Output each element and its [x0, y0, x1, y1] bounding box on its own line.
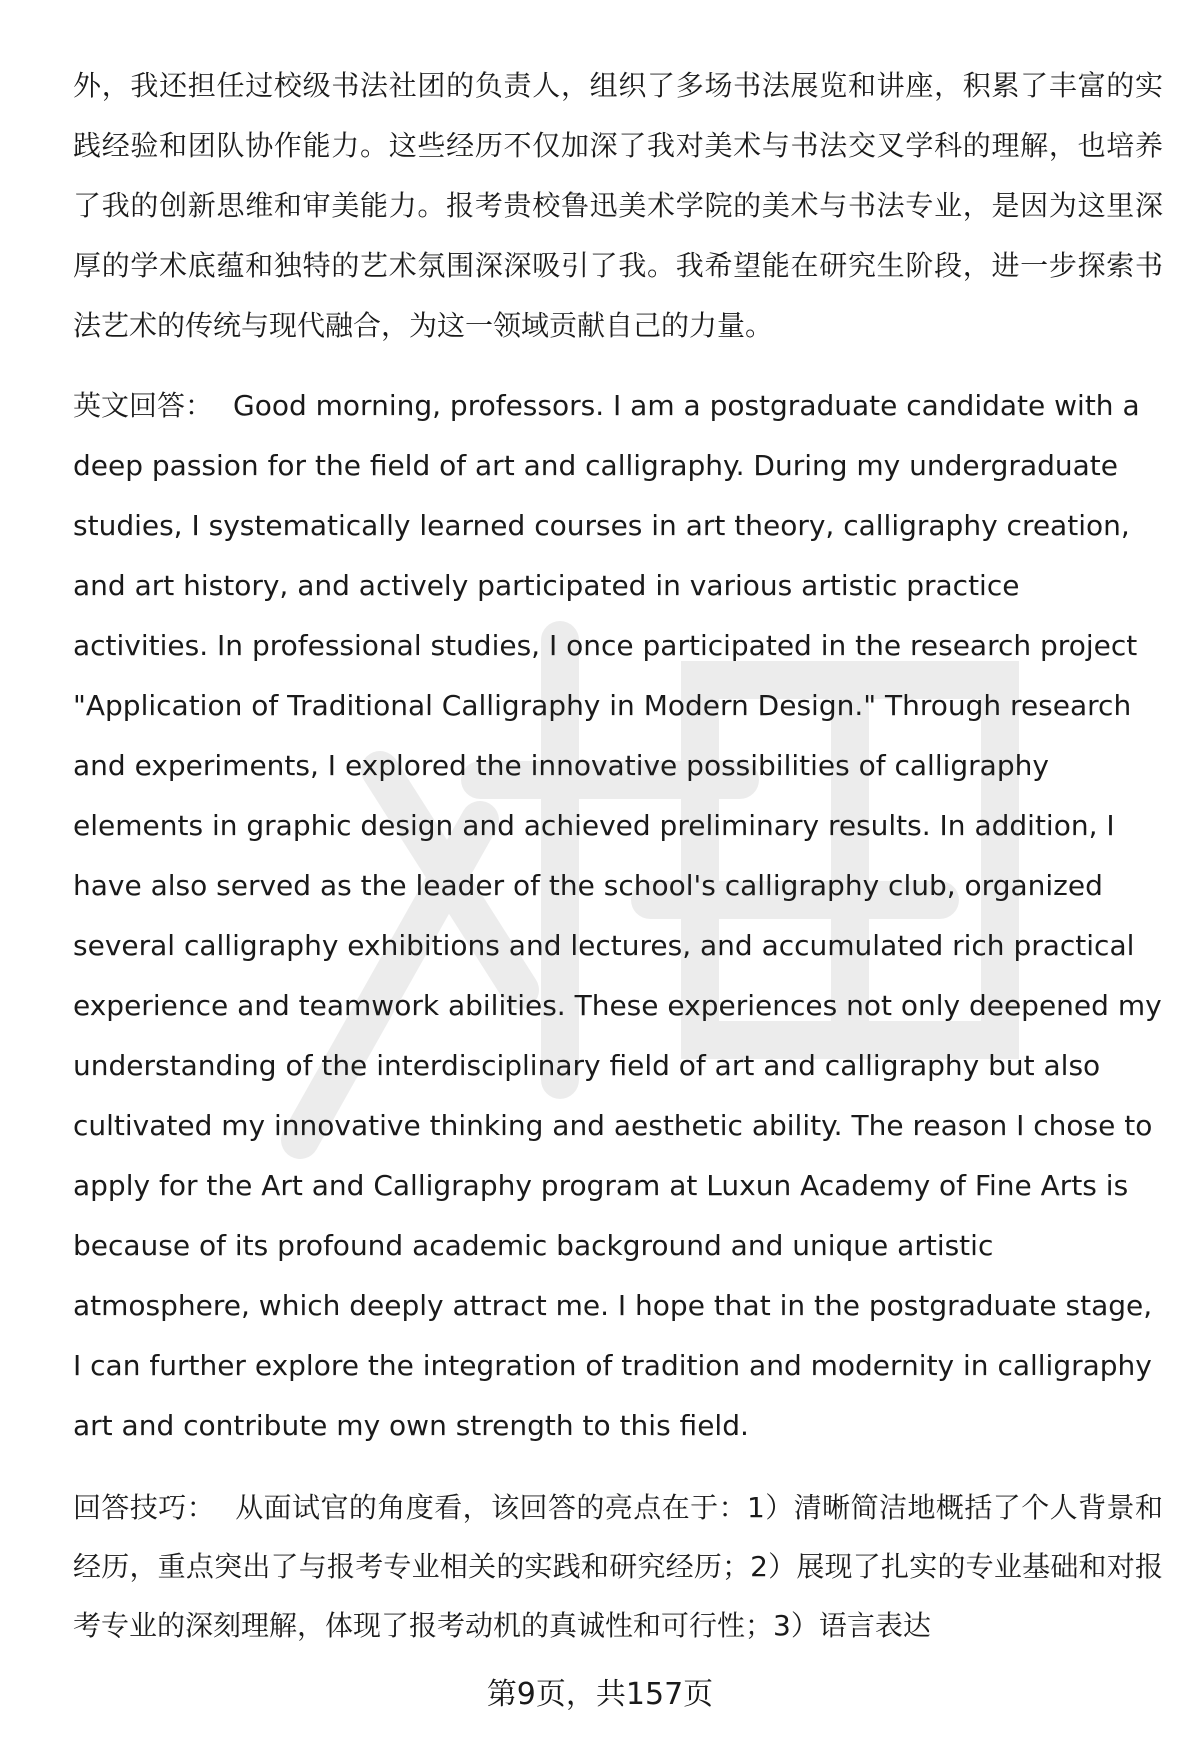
document-body — [73, 56, 1163, 1655]
english-answer-text: Good morning, professors. I am a postgraduate candidate with a deep passion for the field of art and calligraphy. During my undergraduate studies, I systematically learned courses in art theory, calligraphy creation, and art history, and actively participated in various artistic practice activities. In professional studies, I once participated in the research project "Application of Traditional Calligraphy in Modern Design." Through research and experiments, I explored the innovative possibilities of calligraphy elements in graphic design and achieved preliminary results. In addition, I have also served as the leader of the school's calligraphy club, organized several calligraphy exhibitions and lectures, and accumulated rich practical experience and teamwork abilities. These experiences not only deepened my understanding of the interdisciplinary field of art and calligraphy but also cultivated my innovative thinking and aesthetic ability. The reason I chose to apply for the Art and Calligraphy program at Luxun Academy of Fine Arts is because of its profound academic background and unique artistic atmosphere, which deeply attract me. I hope that in the postgraduate stage, I can further explore the integration of tradition and modernity in calligraphy art and contribute my own strength to this field. — [73, 389, 1162, 1442]
answer-tips-paragraph — [73, 1478, 1163, 1655]
english-answer-paragraph — [73, 376, 1163, 1456]
english-answer-label: 英文回答： — [73, 389, 214, 422]
answer-tips-label: 回答技巧： — [73, 1491, 216, 1524]
page-number-footer: 第9页，共157页 — [486, 1677, 714, 1712]
chinese-answer-continuation: 外，我还担任过校级书法社团的负责人，组织了多场书法展览和讲座，积累了丰富的实践经验和团队协作能力。这些经历不仅加深了我对美术与书法交叉学科的理解，也培养了我的创新思维和审美能力。报考贵校鲁迅美术学院的美术与书法专业，是因为这里深厚的学术底蕴和独特的艺术氛围深深吸引了我。我希望能在研究生阶段，进一步探索书法艺术的传统与现代融合，为这一领域贡献自己的力量。 — [73, 69, 1163, 342]
answer-tips-text: 从面试官的角度看，该回答的亮点在于：1）清晰简洁地概括了个人背景和经历，重点突出了与报考专业相关的实践和研究经历；2）展现了扎实的专业基础和对报考专业的深刻理解，体现了报考动机的真诚性和可行性；3）语言表达 — [73, 1491, 1163, 1642]
